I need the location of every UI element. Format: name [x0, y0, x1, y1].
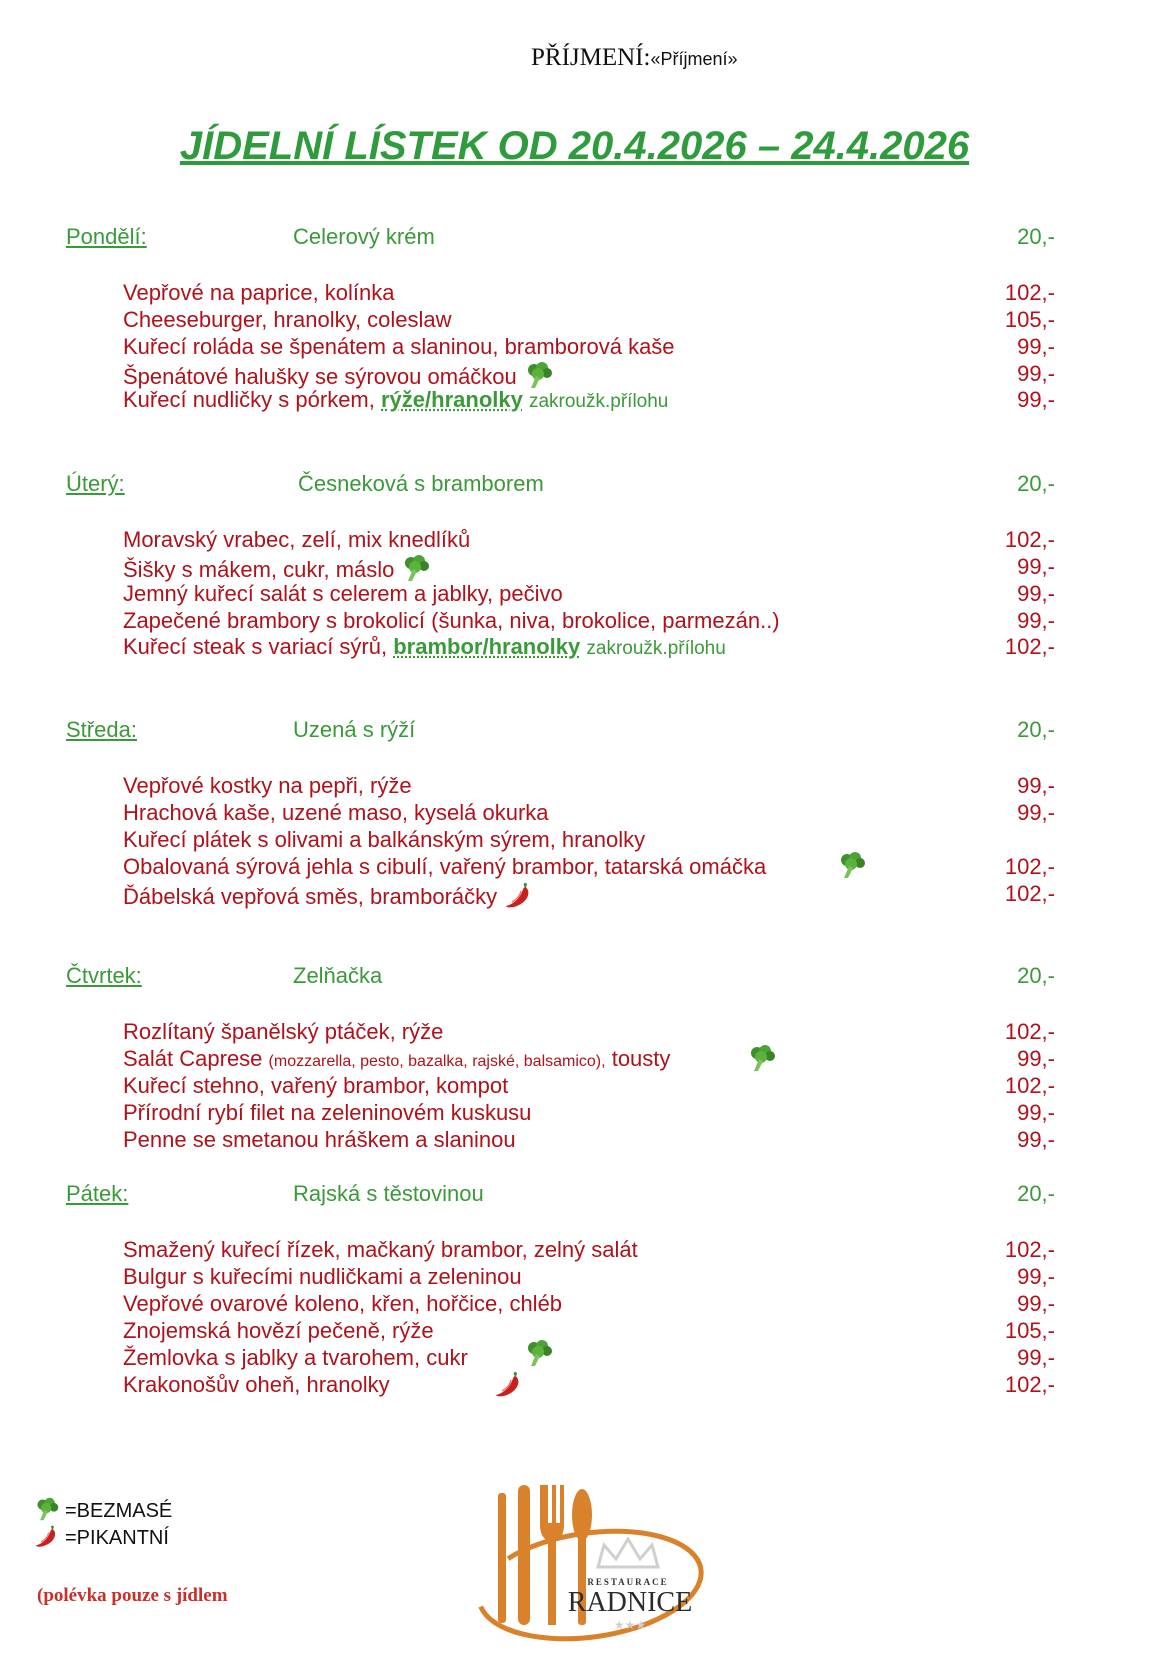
dish-monday-2: Cheeseburger, hranolky, coleslaw: [123, 307, 452, 332]
soup-friday: Rajská s těstovinou: [293, 1181, 484, 1206]
dish-wednesday-4: [123, 853, 766, 880]
dish-price-monday-5: 99,-: [1017, 387, 1055, 412]
day-label-monday: Pondělí:: [66, 224, 147, 249]
logo-stars: ★★★: [613, 1618, 647, 1632]
surname-line: [531, 44, 738, 72]
dish-price-tuesday-3: 99,-: [1017, 581, 1055, 606]
side-option-tuesday[interactable]: brambor/hranolky: [393, 634, 581, 659]
dish-tuesday-1: Moravský vrabec, zelí, mix knedlíků: [123, 527, 471, 552]
dish-wednesday-4-name: Obalovaná sýrová jehla s cibulí, vařený brambor, tatarská omáčka: [123, 854, 767, 879]
dish-price-thursday-4: 99,-: [1017, 1100, 1055, 1125]
dish-tuesday-2-name: Šišky s mákem, cukr, máslo: [123, 557, 395, 582]
dish-price-friday-4: 105,-: [1004, 1318, 1055, 1343]
day-label-friday: Pátek:: [66, 1181, 129, 1206]
legend-spicy: [33, 1523, 169, 1550]
dish-friday-1: Smažený kuřecí řízek, mačkaný brambor, zelný salát: [123, 1237, 638, 1262]
dish-wednesday-3: Kuřecí plátek s olivami a balkánským sýrem, hranolky: [123, 827, 646, 852]
menu-title: JÍDELNÍ LÍSTEK OD 20.4.2026 – 24.4.2026: [179, 124, 970, 168]
dish-monday-5-name: Kuřecí nudličky s pórkem,: [123, 387, 375, 412]
dish-wednesday-1: Vepřové kostky na pepři, rýže: [123, 773, 412, 798]
legend-spicy-label: =PIKANTNÍ: [65, 1527, 169, 1549]
dish-thursday-2-name: Salát Caprese: [123, 1046, 263, 1071]
broccoli-icon: [836, 850, 868, 880]
dish-price-monday-1: 102,-: [1004, 280, 1055, 305]
soup-wednesday: Uzená s rýží: [293, 717, 416, 742]
chili-icon: [503, 880, 535, 910]
dish-thursday-2-suffix: tousty: [611, 1046, 671, 1071]
dish-price-monday-4: 99,-: [1017, 361, 1055, 386]
dish-price-friday-2: 99,-: [1017, 1264, 1055, 1289]
dish-price-tuesday-5: 102,-: [1004, 634, 1055, 659]
logo-small-text: RESTAURACE: [587, 1577, 669, 1587]
side-option-note-tuesday: zakroužk.přílohu: [586, 638, 726, 659]
dish-wednesday-2: Hrachová kaše, uzené maso, kyselá okurka: [123, 800, 549, 825]
soup-price-friday: 20,-: [1017, 1181, 1055, 1206]
dish-wednesday-5: [123, 880, 535, 910]
dish-price-friday-3: 99,-: [1017, 1291, 1055, 1316]
side-option-monday[interactable]: rýže/hranolky: [381, 387, 523, 412]
day-label-thursday: Čtvrtek:: [66, 963, 142, 988]
dish-price-thursday-3: 102,-: [1004, 1073, 1055, 1098]
dish-friday-3: Vepřové ovarové koleno, křen, hořčice, chléb: [123, 1291, 563, 1316]
dish-price-wednesday-2: 99,-: [1017, 800, 1055, 825]
dish-friday-5: Žemlovka s jablky a tvarohem, cukr: [123, 1345, 468, 1370]
dish-price-friday-6: 102,-: [1004, 1372, 1055, 1397]
surname-placeholder: «Příjmení»: [650, 49, 738, 69]
dish-tuesday-3: Jemný kuřecí salát s celerem a jablky, pečivo: [123, 581, 563, 606]
soup-price-wednesday: 20,-: [1017, 717, 1055, 742]
broccoli-icon: [746, 1043, 778, 1073]
soup-monday: Celerový krém: [293, 224, 435, 249]
dish-price-thursday-5: 99,-: [1017, 1127, 1055, 1152]
dish-price-monday-3: 99,-: [1017, 334, 1055, 359]
dish-monday-5: [123, 386, 668, 415]
legend-vegetarian-label: =BEZMASÉ: [65, 1500, 173, 1522]
soup-tuesday: Česneková s bramborem: [298, 471, 544, 496]
dish-price-tuesday-2: 99,-: [1017, 554, 1055, 579]
dish-price-wednesday-5: 102,-: [1004, 881, 1055, 906]
soup-note: (polévka pouze s jídlem: [37, 1585, 228, 1606]
dish-price-wednesday-1: 99,-: [1017, 773, 1055, 798]
dish-price-tuesday-4: 99,-: [1017, 608, 1055, 633]
dish-price-friday-1: 102,-: [1004, 1237, 1055, 1262]
soup-price-thursday: 20,-: [1017, 963, 1055, 988]
chili-icon: [493, 1369, 525, 1399]
broccoli-icon: [523, 1338, 555, 1368]
dish-thursday-1: Rozlítaný španělský ptáček, rýže: [123, 1019, 444, 1044]
dish-thursday-2: [123, 1045, 670, 1075]
dish-thursday-4: Přírodní rybí filet na zeleninovém kuskusu: [123, 1100, 532, 1125]
dish-thursday-5: Penne se smetanou hráškem a slaninou: [123, 1127, 516, 1152]
day-label-wednesday: Středa:: [66, 717, 137, 742]
broccoli-icon: [33, 1496, 61, 1522]
surname-label: PŘÍJMENÍ:: [531, 44, 651, 71]
chili-icon: [33, 1523, 61, 1549]
dish-thursday-3: Kuřecí stehno, vařený brambor, kompot: [123, 1073, 509, 1098]
side-option-note-monday: zakroužk.přílohu: [528, 391, 669, 412]
broccoli-icon: [400, 553, 432, 583]
dish-price-thursday-2: 99,-: [1017, 1046, 1055, 1071]
dish-tuesday-2: [123, 553, 432, 583]
dish-price-thursday-1: 102,-: [1004, 1019, 1055, 1044]
day-label-tuesday: Úterý:: [66, 471, 125, 496]
legend-vegetarian: [33, 1496, 172, 1523]
dish-tuesday-4: Zapečené brambory s brokolicí (šunka, niva, brokolice, parmezán..): [123, 608, 780, 633]
dish-price-monday-2: 105,-: [1004, 307, 1055, 332]
soup-thursday: Zelňačka: [293, 963, 383, 988]
dish-thursday-2-ingredients: (mozzarella, pesto, bazalka, rajské, balsamico),: [268, 1053, 606, 1070]
dish-price-tuesday-1: 102,-: [1004, 527, 1055, 552]
dish-friday-4: Znojemská hovězí pečeně, rýže: [123, 1318, 434, 1343]
dish-price-wednesday-4: 102,-: [1004, 854, 1055, 879]
logo-name: RADNICE: [567, 1587, 693, 1618]
dish-tuesday-5-name: Kuřecí steak s variací sýrů,: [123, 634, 388, 659]
dish-price-friday-5: 99,-: [1017, 1345, 1055, 1370]
dish-friday-2: Bulgur s kuřecími nudličkami a zeleninou: [123, 1264, 522, 1289]
dish-monday-4-name: Špenátové halušky se sýrovou omáčkou: [123, 364, 517, 389]
dish-friday-6: Krakonošův oheň, hranolky: [123, 1372, 390, 1397]
dish-monday-1: Vepřové na paprice, kolínka: [123, 280, 395, 305]
soup-price-monday: 20,-: [1017, 224, 1055, 249]
dish-tuesday-5: [123, 633, 726, 662]
dish-wednesday-5-name: Ďábelská vepřová směs, bramboráčky: [123, 884, 498, 909]
restaurant-logo: [470, 1475, 710, 1645]
dish-monday-3: Kuřecí roláda se špenátem a slaninou, bramborová kaše: [123, 334, 675, 359]
soup-price-tuesday: 20,-: [1017, 471, 1055, 496]
